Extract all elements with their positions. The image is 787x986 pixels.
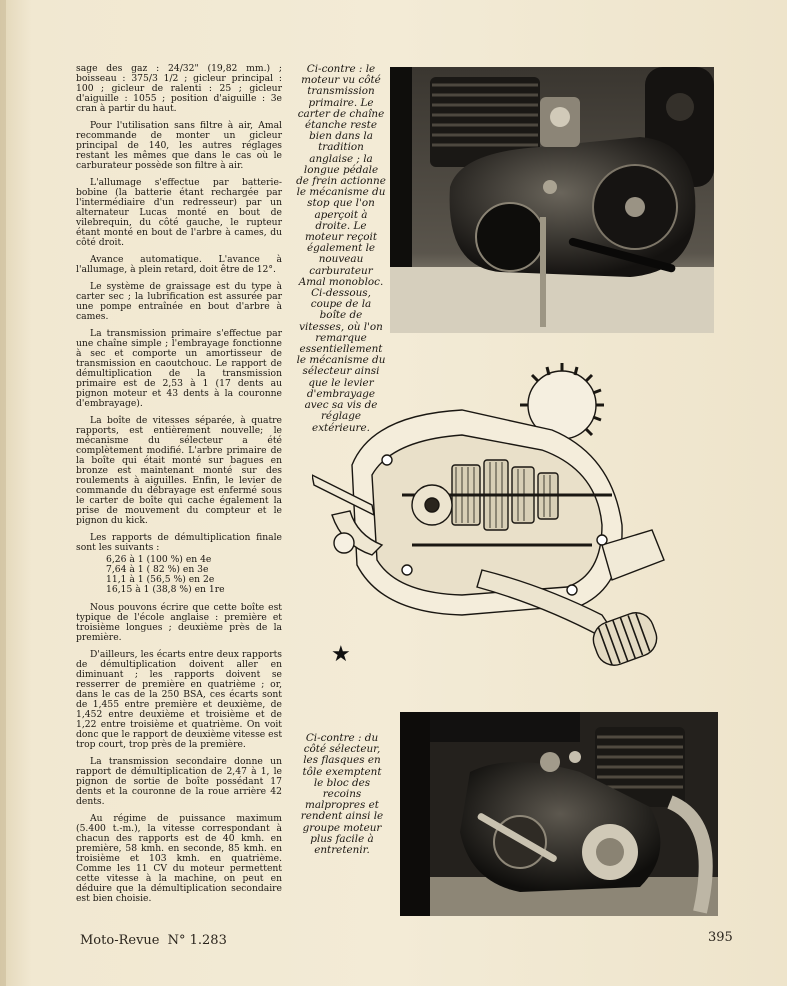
engine-photo-primary-side [390,67,714,333]
gear-ratio: 7,64 à 1 ( 82 %) en 3e [106,564,209,575]
gear-ratio: 11,1 à 1 (56,5 %) en 2e [106,574,215,585]
gearbox-cutaway-drawing [312,355,672,690]
engine-photo-image [390,67,714,333]
paragraph: La boîte de vitesses séparée, à quatre rapports, est entièrement nouvelle; le mécanisme du sélecteur a été complètement modifié. L'arbre primaire de la boîte qui était monté sur bagues en bronze est maintenant monté sur des roulements à aiguilles. Enfin, le levier de commande du débrayage est enfermé sous le carter de boîte qui cache également la prise de mouvement du compteur et le pignon du kick. [76,415,282,526]
gear-ratio: 6,26 à 1 (100 %) en 4e [106,554,212,565]
caption-text: Ci-contre : le moteur vu côté transmission primaire. Le carter de chaîne étanche reste bien dans la tradition anglaise ; la longue pédale de frein actionne le mécanisme du stop que l'on aperçoit à droite. Le moteur reçoit également le nouveau carburateur Amal monobloc. Ci-dessous, coupe de la boîte de vitesses, où l'on remarque essentiellement le mécanisme du sélecteur ainsi que le levier d'embrayage avec sa vis de réglage extérieure. [296,63,386,434]
paragraph: Le système de graissage est du type à carter sec ; la lubrification est assurée par une pompe entraînée en bout d'arbre à cames. [76,281,282,322]
page-number: 395 [708,930,733,945]
caption-bottom [297,733,387,856]
paragraph: Les rapports de démultiplication finale sont les suivants : [76,532,282,553]
paragraph: D'ailleurs, les écarts entre deux rapports de démultiplication doivent aller en diminuant ; les rapports doivent se resserrer de première en quatrième ; or, dans le cas de la 250 BSA, ces écarts sont de 1,455 entre première et deuxième, de 1,452 entre deuxième et troisième et de 1,22 entre troisième et quatrième. On voit donc que le rapport de deuxième vitesse est trop court, trop près de la première. [76,649,283,750]
page-edge [0,0,6,986]
paragraph: Au régime de puissance maximum (5.400 t.-m.), la vitesse correspondant à chacun des rapports est de 40 kmh. en première, 58 kmh. en seconde, 85 kmh. en troisième et 103 kmh. en quatrième. Comme les 11 CV du moteur permettent cette vitesse à la machine, on peut en déduire que la démultiplication secondaire est bien choisie. [76,813,282,904]
engine-photo-image [400,712,718,916]
paragraph: L'allumage s'effectue par batterie-bobine (la batterie étant rechargée par l'intermédiaire d'un redresseur) par un alternateur Lucas monté en bout de vilebrequin, du côté gauche, le rupteur étant monté en bout de l'arbre à cames, du côté droit. [76,177,282,248]
magazine-name: Moto-Revue [80,933,160,948]
paragraph: Nous pouvons écrire que cette boîte est typique de l'école anglaise : première et troisième longues ; deuxième près de la première. [76,602,282,643]
engine-photo-selector-side [400,712,718,916]
gearbox-cutaway-image [312,355,672,690]
caption-text: Ci-contre : du côté sélecteur, les flasques en tôle exemptent le bloc des recoins malpropres et rendent ainsi le groupe moteur plus facile à entretenir. [300,732,384,857]
decorative-star-icon: ★ [331,642,351,667]
gear-ratio: 16,15 à 1 (38,8 %) en 1re [106,584,225,595]
footer-magazine [80,933,227,948]
paragraph: La transmission secondaire donne un rapport de démultiplication de 2,47 à 1, le pignon de sortie de boîte possédant 17 dents et la couronne de la roue arrière 42 dents. [76,756,282,807]
issue-number: N° 1.283 [167,933,227,948]
left-text-column [76,64,282,911]
paragraph: Avance automatique. L'avance à l'allumage, à plein retard, doit être de 12°. [76,254,282,275]
gear-ratio-list [106,555,282,595]
paragraph: Pour l'utilisation sans filtre à air, Amal recommande de monter un gicleur principal de 140, les autres réglages restant les mêmes que dans le cas où le carburateur possède son filtre à air. [76,120,282,171]
paragraph: sage des gaz : 24/32" (19,82 mm.) ; boisseau : 375/3 1/2 ; gicleur principal : 100 ; gicleur de ralenti : 25 ; gicleur d'aiguille : 1055 ; position d'aiguille : 3e cran à partir du haut. [76,63,282,114]
paragraph: La transmission primaire s'effectue par une chaîne simple ; l'embrayage fonctionne à sec et comporte un amortisseur de transmission en caoutchouc. Le rapport de démultiplication de la transmission primaire est de 2,53 à 1 (17 dents au pignon moteur et 43 dents à la couronne d'embrayage). [76,328,282,409]
